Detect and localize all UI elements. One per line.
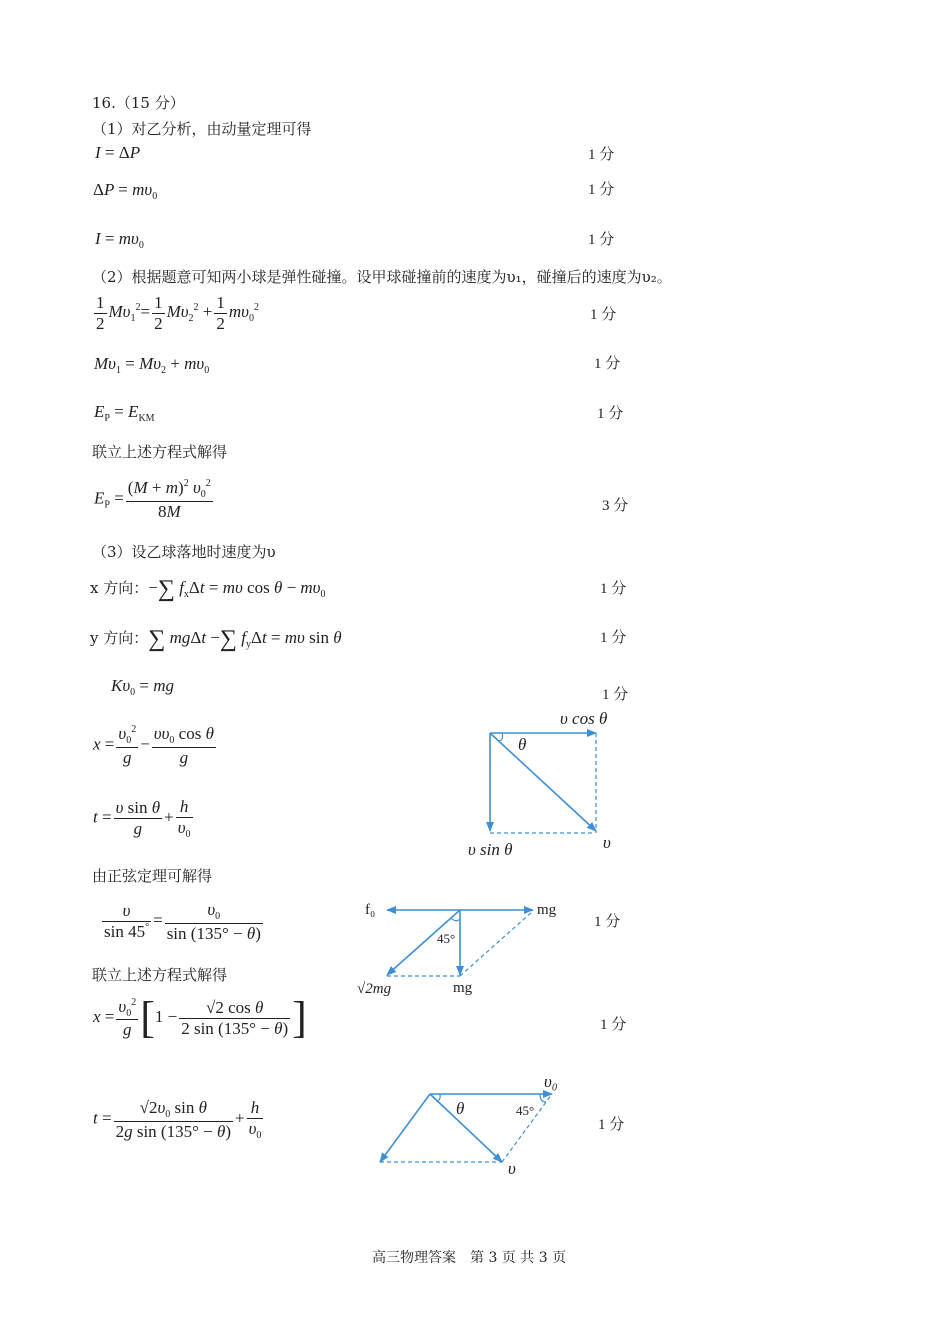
v-arrow [430,1094,502,1162]
v-label: υ [508,1159,516,1178]
score: 1 分 [602,687,629,703]
eq-impulse-result: $I = m\upsilon_0$ [95,229,144,251]
score: 1 分 [588,182,615,198]
velocity-triangle-diagram [370,1070,580,1180]
score: 1 分 [600,581,627,597]
vsin-label: υ sin θ [468,840,513,859]
v0-label: υ₀ [544,1072,558,1091]
y-direction-label: y 方向： [90,629,149,647]
angle-45-label: 45° [516,1103,535,1118]
page-footer: 高三物理答案 第 3 页 共 3 页 [372,1250,567,1266]
eq-x-final: x = $\frac{\upsilon_0^2}{g}$ [1 − $\frac{\text{√2 cos θ}}{2 \sin (135^\circ - \theta)}$ ] [93,993,307,1042]
score: 1 分 [597,406,624,422]
score: 1 分 [600,1017,627,1033]
score: 1 分 [594,356,621,372]
vcos-label: υ cos θ [560,709,608,728]
eq-t-final: t = $\frac{√2\upsilon_0 \sin \theta}{\text{2g sin (135° − θ)}}$ + $\frac{h}{\upsilon_0}$ [93,1098,262,1141]
eq-delta-p: $\Delta P = m\upsilon_0$ [93,180,158,202]
eq-energy-conservation: $\frac{1}{2}$ $M\upsilon_1^2=$ $\frac{1}{2}$ $M\upsilon_2^2$ + $\frac{1}{2}$ $m\upsilon_0^2$ [96,293,259,333]
score: 1 分 [594,914,621,930]
part3-intro: （3）设乙球落地时速度为υ [92,543,276,561]
score: 1 分 [598,1117,625,1133]
v-arrow [490,733,596,831]
sine-law-text: 由正弦定理可解得 [92,867,213,885]
solve-text-2: 联立上述方程式解得 [92,966,228,984]
part2-intro: （2）根据题意可知两小球是弹性碰撞。设甲球碰撞前的速度为υ₁，碰撞后的速度为υ₂。 [92,268,672,286]
angle-45-label: 45° [437,931,456,946]
score: 1 分 [600,630,627,646]
score: 1 分 [590,307,617,323]
eq-sine-law: $\frac{\upsilon}{\sin 45^\circ}$ = $\frac{\upsilon_0}{\sin (135^\circ - \theta)}$ [104,900,261,943]
eq-impulse: I = ΔP [95,143,141,162]
eq-momentum-conservation: $M\upsilon_1 = M\upsilon_2 + m\upsilon_0$ [94,354,210,376]
problem-number: 16.（15 分） [92,94,185,112]
velocity-decomposition-diagram [460,705,640,865]
force-diagram [355,895,575,1005]
eq-x-direction: x 方向：−∑ $f_x\Delta t = m\upsilon$ $\cos \theta - m\upsilon_0$ [90,576,326,602]
eq-y-direction: y 方向：∑ mgΔt −∑ $f_y\Delta t = m\upsilon$ sin θ [90,626,342,652]
angle-theta-label: θ [518,735,527,754]
component-arrow [380,1094,430,1162]
f0-label: f₀ [365,902,376,918]
mg-bottom-label: mg [453,980,473,996]
theta-label: θ [456,1099,465,1118]
eq-x-displacement: x = $\frac{\upsilon_0^2}{g}$ − $\frac{\upsilon\upsilon_0 \cos \theta}{g}$ [93,724,214,767]
eq-ep-result: $E_P$ = $\frac{(M + m)^2 \upsilon_0^2}{8M}$ [94,478,211,521]
mg-right-label: mg [537,902,557,918]
solve-text: 联立上述方程式解得 [92,443,228,461]
score: 3 分 [602,498,629,514]
v-label: υ [603,833,611,852]
score: 1 分 [588,147,615,163]
part1-intro: （1）对乙分析，由动量定理可得 [92,120,312,138]
eq-energy-equal: $E_P = E_{KM}$ [94,402,155,424]
eq-terminal-velocity: $K\upsilon_0$ = mg [111,676,175,698]
x-direction-label: x 方向： [90,579,149,597]
eq-time: t = $\frac{\text{υ sin θ}}{g}$ + $\frac{h}{\upsilon_0}$ [93,797,191,840]
score: 1 分 [588,232,615,248]
sqrt2mg-label: √2mg [357,981,392,997]
